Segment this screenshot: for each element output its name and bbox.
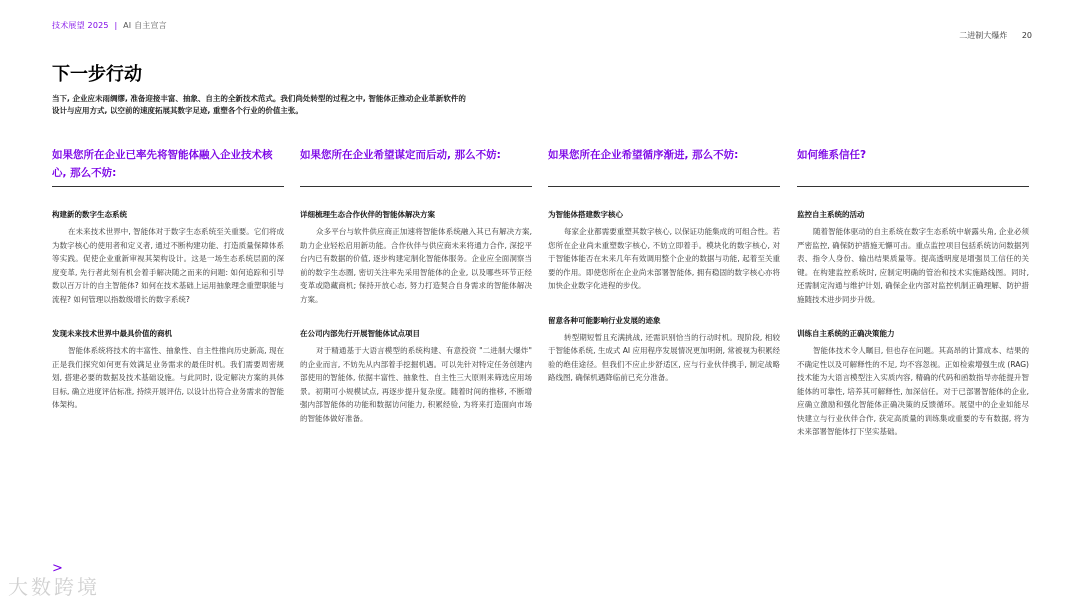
section-body: 每家企业都需要重塑其数字核心, 以保证功能集成的可组合性。若您所在企业尚未重塑数字核心, 不妨立即着手。模块化的数字核心, 对于智能体能否在未来几年有效调用整个企业的数据与功能, 起着至关重要的作用。即使您所在企业尚未部署智能体, 拥有稳固的数字核心亦将加快企业数字化进程的步伐。 [548, 227, 780, 290]
section-title: 为智能体搭建数字核心 [548, 210, 623, 219]
section-body: 智能体系统将技术的丰富性、抽象性、自主性推向历史新高, 现在正是我们探究如何更有效满足业务需求的最佳时机。我们需要周密规划, 搭建必要的数据及技术基础设施。与此同时, 设定解决方案的具体目标, 确立进度评估标准, 持续开展评估, 以设计出符合业务需求的智能体架构。 [52, 346, 284, 409]
section-body: 智能体技术令人瞩目, 但也存在问题。其高昂的计算成本、结果的不确定性以及可解释性的不足, 均不容忽视。正如检索增强生成 (RAG) 技术能为大语言模型注入实质内容, 精确的代码和函数指导亦能提升智能体的可靠性, 培养其可解释性, 加深信任。对于已部署智能体的企业, 应确立激励和强化智能体正确决策的反馈循环。展望中的企业如能尽快建立与行业伙伴合作, 获定高质量的训练集或重要的专有数据, 将为未来部署智能体打下坚实基础。 [797, 346, 1029, 436]
column-1 [52, 146, 284, 412]
section-body: 在未来技术世界中, 智能体对于数字生态系统至关重要。它们将成为数字核心的使用者和定义者, 通过不断构建功能、打造质量保障体系等实践。促使企业重新审视其架构设计。这是一场生态系统层面的深度变革, 先行者此刻有机会着手解决随之而来的问题: 如何追踪和引导数以百万计的自主智能体? 如何在技术基础上运用抽象理念重塑职能与流程? 如何管理以指数级增长的数字系统? [52, 227, 284, 304]
brand-label: 技术展望 2025 [52, 21, 109, 30]
column-question: 如果您所在企业希望循序渐进, 那么不妨: [548, 146, 780, 187]
section-title: 详细梳理生态合作伙伴的智能体解决方案 [300, 210, 435, 219]
header-right [959, 30, 1032, 41]
section-body: 对于精通基于大语言模型的系统构建、有意投资 "二进制大爆炸" 的企业而言, 不妨先从内部着手挖掘机遇。可以先针对特定任务创建内部使用的智能体, 依据丰富性、抽象性、自主性三大原则来筛选应用场景。初期可小规模试点, 再逐步提升复杂度。随着时间的推移, 不断增强内部智能体的功能和数据访问能力, 积累经验, 为将来打造面向市场的智能体做好准备。 [300, 346, 532, 423]
column-question: 如何维系信任? [797, 146, 1029, 187]
watermark [8, 561, 100, 600]
section-body: 众多平台与软件供应商正加速将智能体系统融入其已有解决方案, 助力企业轻松启用新功能。合作伙伴与供应商未来将通力合作, 深挖平台内已有数据的价值, 逐步构建定制化智能体服务。企业应全面洞察当前的数字生态圈, 密切关注率先采用智能体的企业, 以及哪些环节正经变革或隐藏商机; 保持开放心态, 努力打造契合自身需求的智能体解决方案。 [300, 227, 532, 304]
header-left [52, 20, 167, 31]
watermark-text: 大数跨境 [8, 575, 100, 599]
section-body: 转型期短暂且充满挑战, 还需识别恰当的行动时机。现阶段, 相较于智能体系统, 生成式 AI 应用程序发展情况更加明朗, 常被视为积累经验的绝佳途径。但我们不应止步舒适区, 应与行业伙伴携手, 制定战略路线图, 确保机遇降临前已充分准备。 [548, 332, 780, 382]
page-number: 20 [1021, 31, 1032, 40]
section-title: 在公司内部先行开展智能体试点项目 [300, 329, 420, 338]
section-title: 留意各种可能影响行业发展的迹象 [548, 315, 661, 325]
column-3 [548, 146, 780, 385]
header-separator: | [114, 21, 118, 30]
header-subtitle: AI 自主宣言 [123, 21, 167, 30]
section-body: 随着智能体驱动的自主系统在数字生态系统中崭露头角, 企业必须严密监控, 确保防护措施无懈可击。重点监控项目包括系统访问数据列表、指令人身份、输出结果质量等。提高透明度是增强员工信任的关键。在构建监控系统时, 应制定明确的管治和技术实施路线图。同时, 还需制定沟通与维护计划, 确保企业内部对监控机制正确理解、防护措施随技术进步同步升级。 [797, 227, 1029, 304]
column-question: 如果您所在企业已率先将智能体融入企业技术核心, 那么不妨: [52, 146, 284, 187]
chevron-right-icon: > [52, 561, 66, 576]
section-title: 训练自主系统的正确决策能力 [797, 329, 895, 338]
section-label: 二进制大爆炸 [959, 31, 1008, 40]
column-4 [797, 146, 1029, 439]
column-2 [300, 146, 532, 425]
section-title: 监控自主系统的活动 [797, 210, 865, 219]
section-title: 构建新的数字生态系统 [52, 210, 127, 219]
intro-paragraph: 当下, 企业应未雨绸缪, 准备迎接丰富、抽象、自主的全新技术范式。我们尚处转型的过程之中, 智能体正推动企业革新软件的设计与应用方式, 以空前的速度拓展其数字足迹, 重塑各个行业的价值主张。 [52, 94, 466, 115]
page-title: 下一步行动 [52, 64, 142, 85]
column-question: 如果您所在企业希望谋定而后动, 那么不妨: [300, 146, 532, 187]
section-title: 发现未来技术世界中最具价值的商机 [52, 329, 172, 338]
